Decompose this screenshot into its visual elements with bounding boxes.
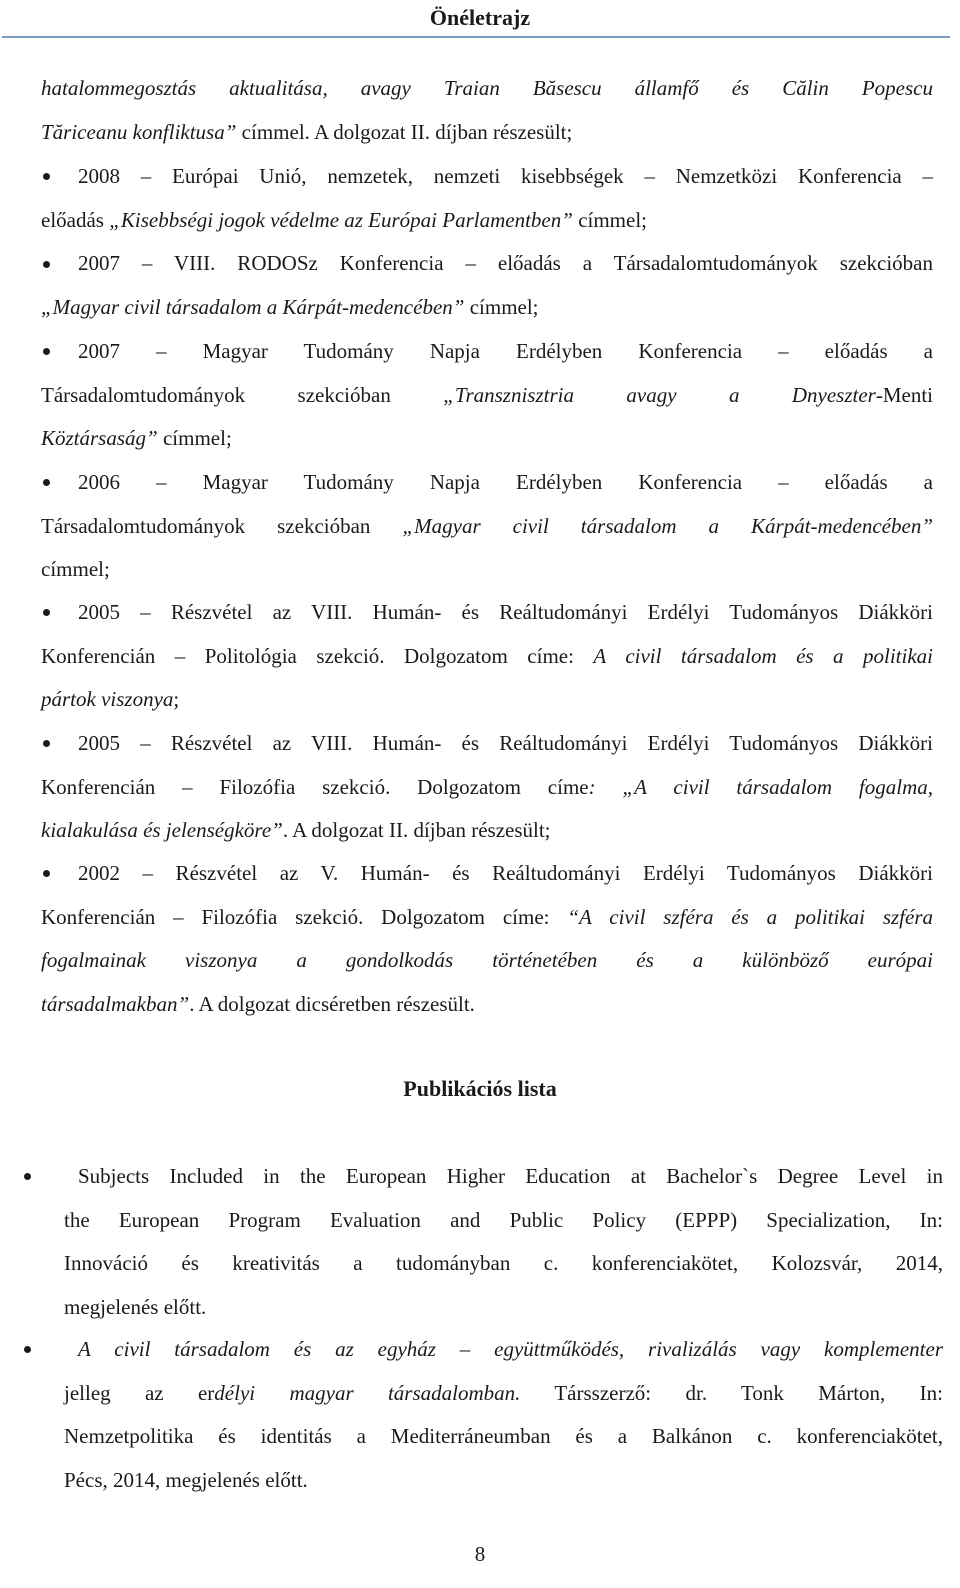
text-line (41, 505, 933, 549)
text-line (64, 1372, 943, 1416)
text-line (41, 678, 933, 722)
text-line (41, 330, 933, 374)
conference-item (41, 852, 933, 1026)
text-line (64, 1199, 943, 1243)
text-line (41, 111, 933, 155)
text: the European Program Evaluation and Public Policy (EPPP) Specialization, In: (64, 1207, 943, 1232)
text-line (41, 983, 933, 1027)
italic-text: Köztársaság” (41, 426, 158, 450)
bullet-icon (43, 740, 50, 747)
conference-item (41, 67, 933, 154)
italic-text: : „A civil társadalom fogalma, (588, 774, 934, 799)
text-line (64, 1328, 943, 1372)
bullet-icon (43, 348, 50, 355)
page-header (0, 0, 960, 40)
text: 2006 – Magyar Tudomány Napja Erdélyben Konferencia – előadás a (78, 470, 933, 494)
italic-text: A civil társadalom és az egyház – együttműködés, rivalizálás vagy komplementer (78, 1337, 943, 1361)
conference-item (41, 242, 933, 329)
page-number: 8 (474, 1542, 486, 1566)
text: Subjects Included in the European Higher Education at Bachelor`s Degree Level in (78, 1164, 943, 1188)
italic-text: Tăriceanu konfliktusa” (41, 119, 237, 144)
publication-item (64, 1155, 943, 1329)
text-line (41, 374, 933, 418)
italic-text: „Magyar civil társadalom a Kárpát-medencében” (41, 294, 465, 319)
conference-item (41, 591, 933, 722)
header-title: Önéletrajz (429, 5, 531, 30)
italic-text: társadalmakban” (41, 991, 190, 1016)
text-line (64, 1155, 943, 1199)
italic-text: pártok viszonya (41, 687, 174, 711)
conference-item (41, 330, 933, 461)
text: Konferencián – Filozófia szekció. Dolgozatom címe: (41, 904, 568, 929)
text-line (41, 722, 933, 766)
text: címmel; (464, 294, 539, 319)
text-line (41, 155, 933, 199)
text: Pécs, 2014, megjelenés előtt. (64, 1467, 308, 1492)
publication-item (64, 1328, 943, 1502)
text: címmel; (157, 426, 232, 450)
italic-text: délyi magyar társadalomban. (214, 1380, 521, 1405)
bullet-icon (43, 173, 50, 180)
text-line (64, 1459, 943, 1503)
bullet-icon (24, 1346, 31, 1353)
bullet-icon (43, 609, 50, 616)
text-line (64, 1286, 943, 1330)
text-line (41, 461, 933, 505)
text: jelleg az er (64, 1380, 215, 1405)
text-line (41, 852, 933, 896)
italic-text: hatalommegosztás aktualitása, avagy Traian Băsescu államfő és Călin Popescu (41, 76, 933, 100)
conference-item (41, 155, 933, 242)
text: Konferencián – Politológia szekció. Dolgozatom címe: (41, 643, 594, 668)
text: 2002 – Részvétel az V. Humán- és Reáltudományi Erdélyi Tudományos Diákköri (78, 861, 933, 885)
text-line (41, 242, 933, 286)
text: Konferencián – Filozófia szekció. Dolgozatom címe (41, 774, 589, 799)
text-line (41, 896, 933, 940)
text: megjelenés előtt. (64, 1294, 207, 1319)
italic-text: kialakulása és jelenségköre” (41, 818, 283, 842)
text-line (64, 1242, 943, 1286)
text-line (41, 199, 933, 243)
bullet-icon (43, 479, 50, 486)
text-line (41, 417, 933, 461)
italic-text: „Magyar civil társadalom a Kárpát-medencében” (402, 513, 933, 538)
italic-text: “A civil szféra és a politikai szféra (567, 904, 933, 929)
text: címmel. A dolgozat II. díjban részesült; (236, 119, 573, 144)
text: 2007 – VIII. RODOSz Konferencia – előadás a Társadalomtudományok szekcióban (78, 251, 933, 275)
text: 2005 – Részvétel az VIII. Humán- és Reáltudományi Erdélyi Tudományos Diákköri (78, 731, 933, 755)
text: 2005 – Részvétel az VIII. Humán- és Reáltudományi Erdélyi Tudományos Diákköri (78, 600, 933, 624)
text: Társszerző: dr. Tonk Márton, In: (520, 1380, 943, 1405)
text: címmel; (41, 557, 110, 581)
conference-item (41, 461, 933, 592)
bullet-icon (24, 1173, 31, 1180)
text: 2007 – Magyar Tudomány Napja Erdélyben Konferencia – előadás a (78, 339, 933, 363)
text-line (41, 939, 933, 983)
text-line (41, 809, 933, 853)
text-line (41, 635, 933, 679)
text: Társadalomtudományok szekcióban (41, 382, 444, 407)
italic-text: „Transznisztria avagy a Dnyeszter (443, 382, 876, 407)
bullet-icon (43, 261, 50, 268)
text: . A dolgozat II. díjban részesült; (282, 818, 551, 842)
text: előadás (41, 207, 110, 232)
text: Nemzetpolitika és identitás a Mediterráneumban és a Balkánon c. konferenciakötet, (64, 1424, 943, 1448)
text: címmel; (572, 207, 648, 232)
text-line (41, 591, 933, 635)
text-line (41, 766, 933, 810)
italic-text: fogalmainak viszonya a gondolkodás történetében és a különböző európai (41, 948, 933, 972)
italic-text: „Kisebbségi jogok védelme az Európai Parlamentben” (109, 207, 573, 232)
text-line (41, 67, 933, 111)
text-line (41, 548, 933, 592)
text: . A dolgozat dicséretben részesült. (189, 991, 475, 1016)
conference-item (41, 722, 933, 853)
section-title-publications: Publikációs lista (403, 1076, 557, 1101)
text-line (41, 286, 933, 330)
text-line (64, 1415, 943, 1459)
bullet-icon (43, 870, 50, 877)
text: Innováció és kreativitás a tudományban c. konferenciakötet, Kolozsvár, 2014, (64, 1251, 943, 1275)
text: Társadalomtudományok szekcióban (41, 513, 403, 538)
header-divider (2, 36, 950, 38)
italic-text: A civil társadalom és a politikai (593, 643, 933, 668)
text: -Menti (875, 382, 934, 407)
text: ; (173, 687, 180, 711)
text: 2008 – Európai Unió, nemzetek, nemzeti kisebbségek – Nemzetközi Konferencia – (78, 164, 933, 188)
